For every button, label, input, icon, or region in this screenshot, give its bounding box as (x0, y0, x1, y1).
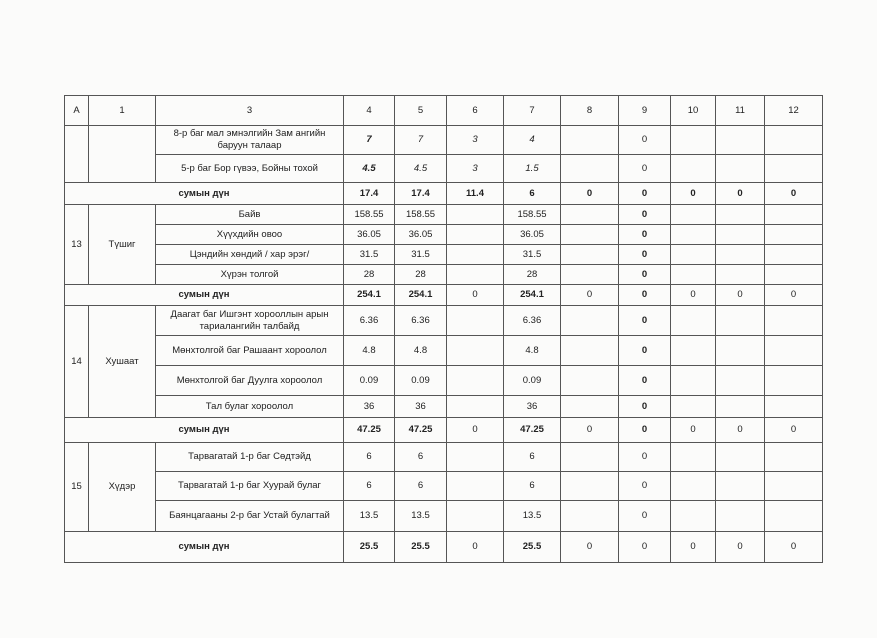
total-cell: 0 (765, 532, 823, 563)
table-row (65, 501, 823, 532)
total-cell: 25.5 (504, 532, 561, 563)
value-cell: 4.5 (344, 155, 395, 183)
value-cell: 6 (395, 443, 447, 472)
location-cell: Даагат баг Ишгэнт хорооллын арын тариалангийн талбайд (156, 306, 344, 336)
value-cell (671, 155, 716, 183)
value-cell (716, 396, 765, 418)
value-cell: 6 (504, 472, 561, 501)
value-cell (447, 245, 504, 265)
value-cell (716, 225, 765, 245)
total-cell: 0 (619, 285, 671, 306)
total-cell: 0 (447, 418, 504, 443)
value-cell (765, 472, 823, 501)
value-cell (671, 306, 716, 336)
value-cell: 6 (395, 472, 447, 501)
value-cell (671, 245, 716, 265)
value-cell (716, 501, 765, 532)
value-cell (671, 396, 716, 418)
total-cell: 254.1 (344, 285, 395, 306)
table-row (65, 396, 823, 418)
value-cell: 0.09 (395, 366, 447, 396)
table-row (65, 306, 823, 336)
value-cell (561, 336, 619, 366)
total-cell: 0 (561, 285, 619, 306)
header-cell-12: 12 (765, 96, 823, 126)
total-row (65, 418, 823, 443)
total-cell: 0 (716, 183, 765, 205)
value-cell (716, 306, 765, 336)
value-cell (447, 225, 504, 245)
value-cell: 36.05 (344, 225, 395, 245)
value-cell (561, 126, 619, 155)
table-row (65, 205, 823, 225)
total-row (65, 532, 823, 563)
value-cell (716, 245, 765, 265)
table-row (65, 336, 823, 366)
header-cell-4: 4 (344, 96, 395, 126)
value-cell: 4.8 (395, 336, 447, 366)
value-cell (765, 265, 823, 285)
sum-name-cell (89, 126, 156, 183)
total-cell: 0 (765, 285, 823, 306)
value-cell (447, 306, 504, 336)
value-cell: 4.8 (504, 336, 561, 366)
value-cell (447, 336, 504, 366)
total-cell: 0 (671, 285, 716, 306)
table-row (65, 443, 823, 472)
value-cell: 31.5 (344, 245, 395, 265)
value-cell: 6.36 (504, 306, 561, 336)
total-cell: 0 (447, 532, 504, 563)
total-cell: 0 (619, 183, 671, 205)
value-cell (561, 501, 619, 532)
total-cell: 0 (671, 418, 716, 443)
value-cell: 0 (619, 501, 671, 532)
location-cell: Мөнхтолгой баг Дуулга хороолол (156, 366, 344, 396)
value-cell (765, 366, 823, 396)
value-cell: 0 (619, 366, 671, 396)
value-cell: 4.8 (344, 336, 395, 366)
header-cell-a: A (65, 96, 89, 126)
location-cell: Баянцагааны 2-р баг Устай булагтай (156, 501, 344, 532)
total-cell: 254.1 (504, 285, 561, 306)
location-cell: Мөнхтолгой баг Рашаант хороолол (156, 336, 344, 366)
total-cell: 0 (561, 532, 619, 563)
header-cell-7: 7 (504, 96, 561, 126)
total-cell: 11.4 (447, 183, 504, 205)
number-cell (65, 126, 89, 183)
total-cell: 47.25 (504, 418, 561, 443)
number-cell: 14 (65, 306, 89, 418)
land-area-table (64, 95, 823, 563)
table-row (65, 265, 823, 285)
value-cell: 0.09 (504, 366, 561, 396)
table-row (65, 245, 823, 265)
value-cell: 6 (504, 443, 561, 472)
header-cell-8: 8 (561, 96, 619, 126)
value-cell: 6.36 (344, 306, 395, 336)
value-cell: 1.5 (504, 155, 561, 183)
value-cell (447, 443, 504, 472)
value-cell (561, 225, 619, 245)
value-cell (765, 306, 823, 336)
number-cell: 13 (65, 205, 89, 285)
value-cell: 13.5 (344, 501, 395, 532)
header-cell-5: 5 (395, 96, 447, 126)
value-cell: 0 (619, 472, 671, 501)
table-row (65, 366, 823, 396)
value-cell (671, 126, 716, 155)
location-cell: 5-р баг Бор гүвээ, Бойны тохой (156, 155, 344, 183)
value-cell (716, 126, 765, 155)
value-cell (561, 366, 619, 396)
value-cell: 0 (619, 205, 671, 225)
sum-name-cell: Хушаат (89, 306, 156, 418)
table-row (65, 155, 823, 183)
value-cell (671, 472, 716, 501)
value-cell (447, 396, 504, 418)
value-cell (765, 245, 823, 265)
value-cell (561, 443, 619, 472)
value-cell (765, 205, 823, 225)
value-cell: 0 (619, 443, 671, 472)
total-cell: 254.1 (395, 285, 447, 306)
total-cell: 25.5 (395, 532, 447, 563)
total-cell: 17.4 (344, 183, 395, 205)
table-row (65, 472, 823, 501)
value-cell (765, 396, 823, 418)
value-cell (765, 155, 823, 183)
value-cell: 36 (344, 396, 395, 418)
total-row (65, 285, 823, 306)
total-label: сумын дүн (65, 418, 344, 443)
value-cell: 158.55 (344, 205, 395, 225)
value-cell (765, 443, 823, 472)
location-cell: Тал булаг хороолол (156, 396, 344, 418)
location-cell: Тарвагатай 1-р баг Хуурай булаг (156, 472, 344, 501)
value-cell (561, 396, 619, 418)
total-cell: 0 (671, 183, 716, 205)
value-cell: 36.05 (504, 225, 561, 245)
value-cell: 6 (344, 472, 395, 501)
value-cell: 6.36 (395, 306, 447, 336)
value-cell (447, 265, 504, 285)
total-cell: 0 (619, 532, 671, 563)
header-cell-11: 11 (716, 96, 765, 126)
value-cell: 0 (619, 306, 671, 336)
value-cell (447, 366, 504, 396)
value-cell: 7 (344, 126, 395, 155)
number-cell: 15 (65, 443, 89, 532)
location-cell: 8-р баг мал эмнэлгийн Зам ангийн баруун талаар (156, 126, 344, 155)
value-cell (765, 501, 823, 532)
value-cell: 0 (619, 155, 671, 183)
value-cell (561, 472, 619, 501)
value-cell: 13.5 (504, 501, 561, 532)
value-cell (716, 443, 765, 472)
value-cell: 28 (344, 265, 395, 285)
total-cell: 0 (671, 532, 716, 563)
total-cell: 0 (447, 285, 504, 306)
value-cell (561, 205, 619, 225)
total-cell: 0 (561, 183, 619, 205)
value-cell (716, 205, 765, 225)
total-cell: 47.25 (344, 418, 395, 443)
total-label: сумын дүн (65, 285, 344, 306)
value-cell: 3 (447, 126, 504, 155)
value-cell (765, 126, 823, 155)
value-cell: 31.5 (395, 245, 447, 265)
value-cell: 4.5 (395, 155, 447, 183)
value-cell (671, 225, 716, 245)
value-cell: 31.5 (504, 245, 561, 265)
total-cell: 6 (504, 183, 561, 205)
table-row (65, 126, 823, 155)
value-cell: 0 (619, 225, 671, 245)
value-cell: 0 (619, 245, 671, 265)
value-cell: 0 (619, 126, 671, 155)
value-cell (561, 245, 619, 265)
header-cell-3: 3 (156, 96, 344, 126)
value-cell (447, 205, 504, 225)
value-cell (765, 336, 823, 366)
total-cell: 47.25 (395, 418, 447, 443)
value-cell: 0.09 (344, 366, 395, 396)
value-cell: 158.55 (395, 205, 447, 225)
value-cell (716, 366, 765, 396)
total-cell: 0 (716, 285, 765, 306)
value-cell: 36.05 (395, 225, 447, 245)
header-cell-10: 10 (671, 96, 716, 126)
value-cell: 36 (395, 396, 447, 418)
value-cell: 13.5 (395, 501, 447, 532)
value-cell (671, 336, 716, 366)
value-cell (561, 155, 619, 183)
value-cell (671, 366, 716, 396)
value-cell (671, 205, 716, 225)
value-cell (447, 472, 504, 501)
total-cell: 17.4 (395, 183, 447, 205)
value-cell: 28 (504, 265, 561, 285)
total-cell: 0 (561, 418, 619, 443)
value-cell (716, 336, 765, 366)
location-cell: Хүрэн толгой (156, 265, 344, 285)
value-cell (716, 472, 765, 501)
location-cell: Хүүхдийн овоо (156, 225, 344, 245)
value-cell: 7 (395, 126, 447, 155)
value-cell (447, 501, 504, 532)
total-cell: 0 (619, 418, 671, 443)
value-cell (765, 225, 823, 245)
value-cell: 0 (619, 396, 671, 418)
value-cell: 158.55 (504, 205, 561, 225)
value-cell: 0 (619, 265, 671, 285)
header-row (65, 96, 823, 126)
total-cell: 0 (765, 183, 823, 205)
table-row (65, 225, 823, 245)
location-cell: Байв (156, 205, 344, 225)
value-cell: 6 (344, 443, 395, 472)
sum-name-cell: Хүдэр (89, 443, 156, 532)
value-cell: 36 (504, 396, 561, 418)
value-cell: 0 (619, 336, 671, 366)
total-cell: 0 (716, 418, 765, 443)
location-cell: Тарвагатай 1-р баг Сөдтэйд (156, 443, 344, 472)
value-cell (671, 265, 716, 285)
value-cell (671, 501, 716, 532)
header-cell-9: 9 (619, 96, 671, 126)
value-cell: 28 (395, 265, 447, 285)
value-cell (561, 265, 619, 285)
sum-name-cell: Түшиг (89, 205, 156, 285)
value-cell (561, 306, 619, 336)
value-cell (671, 443, 716, 472)
total-row (65, 183, 823, 205)
total-cell: 25.5 (344, 532, 395, 563)
value-cell (716, 155, 765, 183)
header-cell-1: 1 (89, 96, 156, 126)
location-cell: Цэндийн хөндий / хар эрэг/ (156, 245, 344, 265)
header-cell-6: 6 (447, 96, 504, 126)
total-label: сумын дүн (65, 183, 344, 205)
value-cell: 4 (504, 126, 561, 155)
value-cell: 3 (447, 155, 504, 183)
total-cell: 0 (716, 532, 765, 563)
value-cell (716, 265, 765, 285)
total-cell: 0 (765, 418, 823, 443)
total-label: сумын дүн (65, 532, 344, 563)
